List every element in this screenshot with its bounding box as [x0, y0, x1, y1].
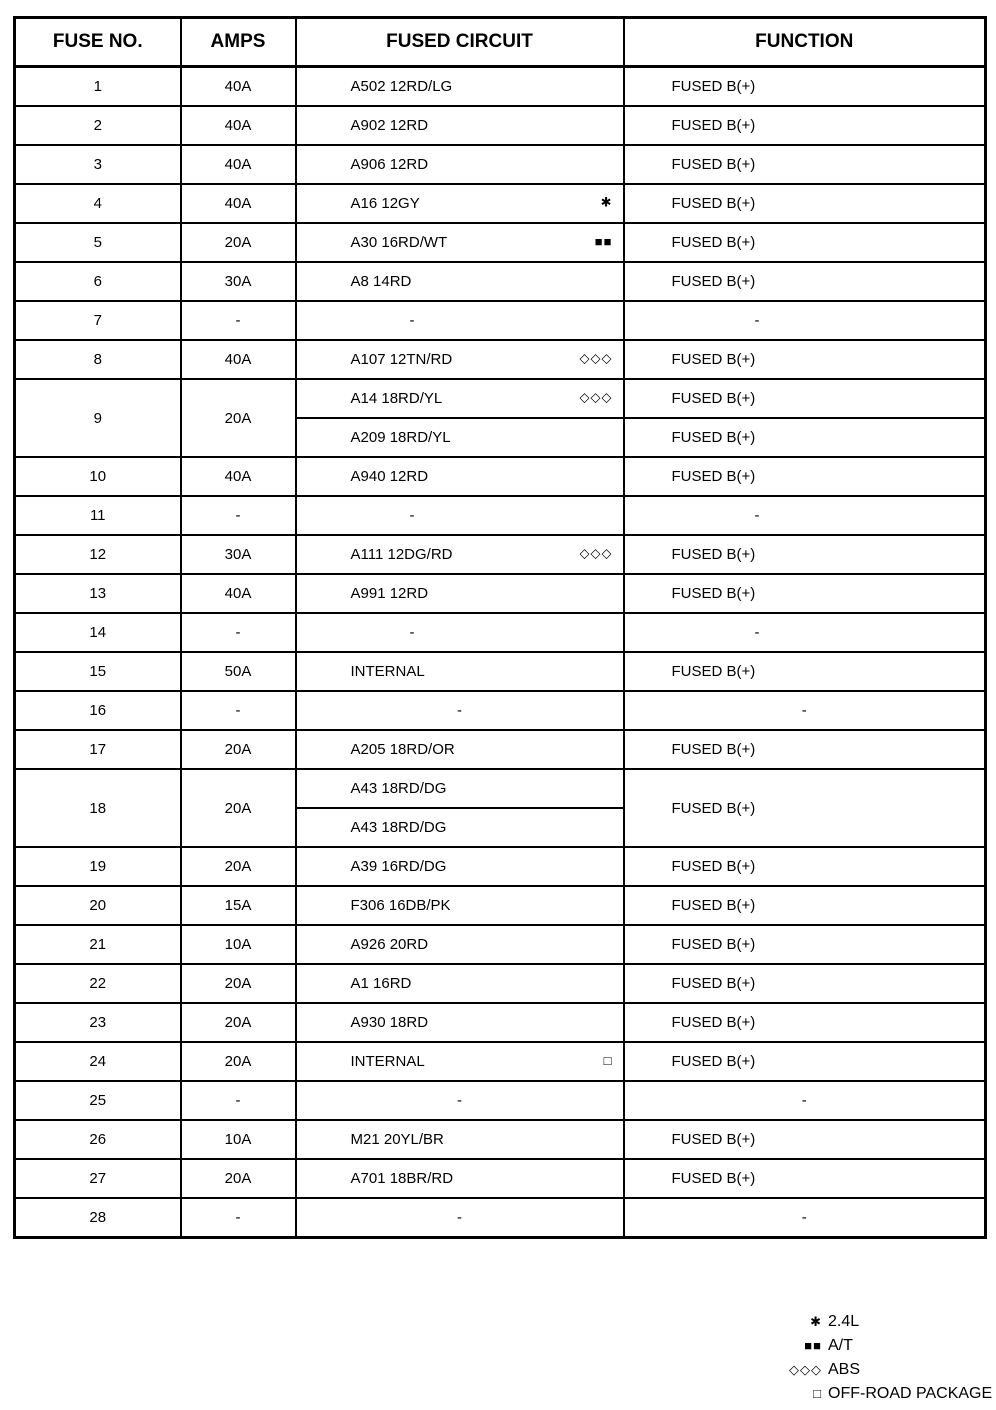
function: FUSED B(+) [624, 418, 986, 457]
fused-circuit [296, 457, 624, 496]
option-marker-icon: ◇◇◇ [579, 388, 613, 404]
fuse-number: 1 [15, 67, 181, 107]
fuse-amps: 20A [181, 847, 296, 886]
fuse-amps: 20A [181, 730, 296, 769]
function: FUSED B(+) [624, 145, 986, 184]
fused-circuit-label: - [457, 1092, 462, 1109]
fused-circuit-label: A43 18RD/DG [350, 819, 447, 836]
option-marker-icon: ◇◇◇ [579, 544, 613, 560]
fused-circuit [296, 691, 624, 730]
fused-circuit [296, 730, 624, 769]
fused-circuit-label: A205 18RD/OR [350, 741, 455, 758]
fused-circuit-label: A701 18BR/RD [350, 1170, 454, 1187]
fused-circuit [296, 808, 624, 847]
fuse-amps: 10A [181, 925, 296, 964]
fuse-amps: 40A [181, 574, 296, 613]
function: FUSED B(+) [624, 67, 986, 107]
fuse-amps: 20A [181, 1042, 296, 1081]
fused-circuit [296, 1081, 624, 1120]
fused-circuit-label: A502 12RD/LG [350, 78, 453, 95]
fuse-amps: - [181, 496, 296, 535]
legend-label: A/T [828, 1337, 853, 1354]
fuse-number: 9 [15, 379, 181, 457]
function: FUSED B(+) [624, 769, 986, 847]
function: - [624, 1198, 986, 1238]
legend-item [780, 1358, 992, 1382]
function: - [624, 1081, 986, 1120]
function: FUSED B(+) [624, 1003, 986, 1042]
fuse-amps: 40A [181, 184, 296, 223]
function: FUSED B(+) [624, 340, 986, 379]
table-row [15, 106, 986, 145]
fuse-number: 8 [15, 340, 181, 379]
table-row [15, 574, 986, 613]
fused-circuit [296, 106, 624, 145]
table-row [15, 262, 986, 301]
fuse-table-body [15, 67, 986, 1238]
fused-circuit [296, 301, 624, 340]
fused-circuit-label: INTERNAL [350, 663, 425, 680]
function: FUSED B(+) [624, 574, 986, 613]
table-row [15, 379, 986, 418]
function: FUSED B(+) [624, 964, 986, 1003]
fused-circuit-label: - [409, 624, 415, 641]
option-marker-icon: ✱ [600, 193, 613, 209]
fused-circuit-label: A8 14RD [350, 273, 412, 290]
fused-circuit-label: - [457, 702, 462, 719]
fused-circuit-label: M21 20YL/BR [350, 1131, 444, 1148]
table-row [15, 184, 986, 223]
table-row [15, 847, 986, 886]
table-row [15, 223, 986, 262]
header-function: FUNCTION [624, 18, 986, 67]
fuse-number: 14 [15, 613, 181, 652]
function: FUSED B(+) [624, 1042, 986, 1081]
table-row [15, 1081, 986, 1120]
fuse-number: 3 [15, 145, 181, 184]
function: FUSED B(+) [624, 223, 986, 262]
fuse-amps: 20A [181, 769, 296, 847]
function: FUSED B(+) [624, 457, 986, 496]
table-row [15, 67, 986, 107]
fuse-amps: 20A [181, 1159, 296, 1198]
fused-circuit [296, 535, 624, 574]
fuse-amps: 40A [181, 457, 296, 496]
function: FUSED B(+) [624, 886, 986, 925]
fused-circuit-label: A39 16RD/DG [350, 858, 447, 875]
fused-circuit-label: A926 20RD [350, 936, 429, 953]
legend-item [780, 1310, 992, 1334]
legend-item [780, 1334, 992, 1358]
header-fused-circuit: FUSED CIRCUIT [296, 18, 624, 67]
function: FUSED B(+) [624, 379, 986, 418]
fused-circuit-label: A902 12RD [350, 117, 429, 134]
fuse-number: 21 [15, 925, 181, 964]
table-row [15, 145, 986, 184]
fused-circuit [296, 1003, 624, 1042]
fuse-amps: 20A [181, 223, 296, 262]
function: - [624, 613, 986, 652]
fused-circuit [296, 418, 624, 457]
function: FUSED B(+) [624, 1120, 986, 1159]
legend [780, 1310, 992, 1406]
table-row [15, 925, 986, 964]
table-row [15, 613, 986, 652]
fused-circuit-label: A940 12RD [350, 468, 429, 485]
table-row [15, 1120, 986, 1159]
fused-circuit [296, 652, 624, 691]
fuse-number: 10 [15, 457, 181, 496]
table-row [15, 730, 986, 769]
fused-circuit-label: - [409, 507, 415, 524]
fuse-number: 28 [15, 1198, 181, 1238]
table-row [15, 1003, 986, 1042]
legend-symbol-icon: ✱ [810, 1314, 822, 1329]
function: FUSED B(+) [624, 262, 986, 301]
fuse-number: 17 [15, 730, 181, 769]
fuse-number: 24 [15, 1042, 181, 1081]
table-row [15, 769, 986, 808]
fuse-amps: 30A [181, 262, 296, 301]
fused-circuit [296, 67, 624, 107]
fused-circuit-label: A111 12DG/RD [350, 546, 453, 563]
legend-symbol-icon: □ [813, 1386, 822, 1401]
fuse-amps: - [181, 613, 296, 652]
fused-circuit [296, 964, 624, 1003]
fuse-amps: 10A [181, 1120, 296, 1159]
legend-label: OFF-ROAD PACKAGE [828, 1385, 993, 1402]
fused-circuit [296, 1159, 624, 1198]
fused-circuit [296, 1042, 624, 1081]
header-row [15, 18, 986, 67]
function: FUSED B(+) [624, 535, 986, 574]
legend-label: ABS [828, 1361, 861, 1378]
fused-circuit-label: A107 12TN/RD [350, 351, 453, 368]
fused-circuit-label: A43 18RD/DG [350, 780, 447, 797]
header-fuse-no: FUSE NO. [15, 18, 181, 67]
fuse-amps: 30A [181, 535, 296, 574]
fuse-amps: - [181, 1081, 296, 1120]
function: FUSED B(+) [624, 1159, 986, 1198]
fuse-number: 25 [15, 1081, 181, 1120]
table-row [15, 496, 986, 535]
fuse-number: 15 [15, 652, 181, 691]
fuse-number: 4 [15, 184, 181, 223]
fused-circuit-label: A906 12RD [350, 156, 429, 173]
function: - [624, 301, 986, 340]
function: FUSED B(+) [624, 184, 986, 223]
fuse-number: 7 [15, 301, 181, 340]
fuse-amps: - [181, 1198, 296, 1238]
fused-circuit-label: A14 18RD/YL [350, 390, 443, 407]
fused-circuit-label: A991 12RD [350, 585, 429, 602]
fused-circuit [296, 496, 624, 535]
fuse-number: 16 [15, 691, 181, 730]
legend-symbol-icon: ■■ [804, 1338, 822, 1353]
legend-symbol-icon: ◇◇◇ [789, 1362, 822, 1377]
fused-circuit [296, 379, 624, 418]
table-row [15, 340, 986, 379]
fused-circuit [296, 262, 624, 301]
fuse-amps: 40A [181, 340, 296, 379]
fused-circuit-label: INTERNAL [350, 1053, 425, 1070]
fused-circuit [296, 1198, 624, 1238]
function: FUSED B(+) [624, 730, 986, 769]
fused-circuit-label: A209 18RD/YL [350, 429, 451, 446]
fuse-number: 6 [15, 262, 181, 301]
fuse-number: 26 [15, 1120, 181, 1159]
fused-circuit-label: A30 16RD/WT [350, 234, 448, 251]
table-row [15, 964, 986, 1003]
header-amps: AMPS [181, 18, 296, 67]
fuse-number: 12 [15, 535, 181, 574]
fused-circuit-label: F306 16DB/PK [350, 897, 451, 914]
fused-circuit [296, 847, 624, 886]
fuse-number: 18 [15, 769, 181, 847]
table-row [15, 1159, 986, 1198]
table-row [15, 1198, 986, 1238]
option-marker-icon: ◇◇◇ [579, 349, 613, 365]
fused-circuit-label: - [409, 312, 415, 329]
table-row [15, 652, 986, 691]
fused-circuit-label: - [457, 1209, 462, 1226]
fused-circuit [296, 613, 624, 652]
legend-item [780, 1382, 992, 1406]
fused-circuit [296, 1120, 624, 1159]
fuse-number: 2 [15, 106, 181, 145]
fused-circuit-label: A16 12GY [350, 195, 420, 212]
fuse-number: 20 [15, 886, 181, 925]
fuse-table [13, 16, 987, 1239]
table-row [15, 301, 986, 340]
fused-circuit [296, 184, 624, 223]
option-marker-icon: □ [603, 1052, 613, 1068]
fuse-amps: - [181, 301, 296, 340]
fused-circuit [296, 223, 624, 262]
function: FUSED B(+) [624, 925, 986, 964]
function: FUSED B(+) [624, 106, 986, 145]
function: - [624, 496, 986, 535]
function: FUSED B(+) [624, 652, 986, 691]
option-marker-icon: ■■ [594, 233, 613, 249]
fuse-amps: 20A [181, 1003, 296, 1042]
fuse-amps: 15A [181, 886, 296, 925]
table-row [15, 1042, 986, 1081]
legend-label: 2.4L [828, 1313, 860, 1330]
fuse-amps: 40A [181, 145, 296, 184]
fuse-number: 11 [15, 496, 181, 535]
fuse-number: 22 [15, 964, 181, 1003]
table-row [15, 886, 986, 925]
fuse-amps: 40A [181, 106, 296, 145]
fused-circuit [296, 574, 624, 613]
fused-circuit [296, 769, 624, 808]
fused-circuit [296, 886, 624, 925]
table-row [15, 457, 986, 496]
fuse-number: 27 [15, 1159, 181, 1198]
fuse-amps: 20A [181, 379, 296, 457]
fuse-amps: - [181, 691, 296, 730]
fuse-number: 13 [15, 574, 181, 613]
fused-circuit-label: A930 18RD [350, 1014, 429, 1031]
table-row [15, 691, 986, 730]
table-row [15, 535, 986, 574]
function: FUSED B(+) [624, 847, 986, 886]
fused-circuit-label: A1 16RD [350, 975, 412, 992]
fuse-number: 5 [15, 223, 181, 262]
fused-circuit [296, 340, 624, 379]
fuse-amps: 40A [181, 67, 296, 107]
fuse-amps: 50A [181, 652, 296, 691]
fuse-amps: 20A [181, 964, 296, 1003]
fused-circuit [296, 925, 624, 964]
fuse-number: 23 [15, 1003, 181, 1042]
function: - [624, 691, 986, 730]
fuse-number: 19 [15, 847, 181, 886]
fused-circuit [296, 145, 624, 184]
